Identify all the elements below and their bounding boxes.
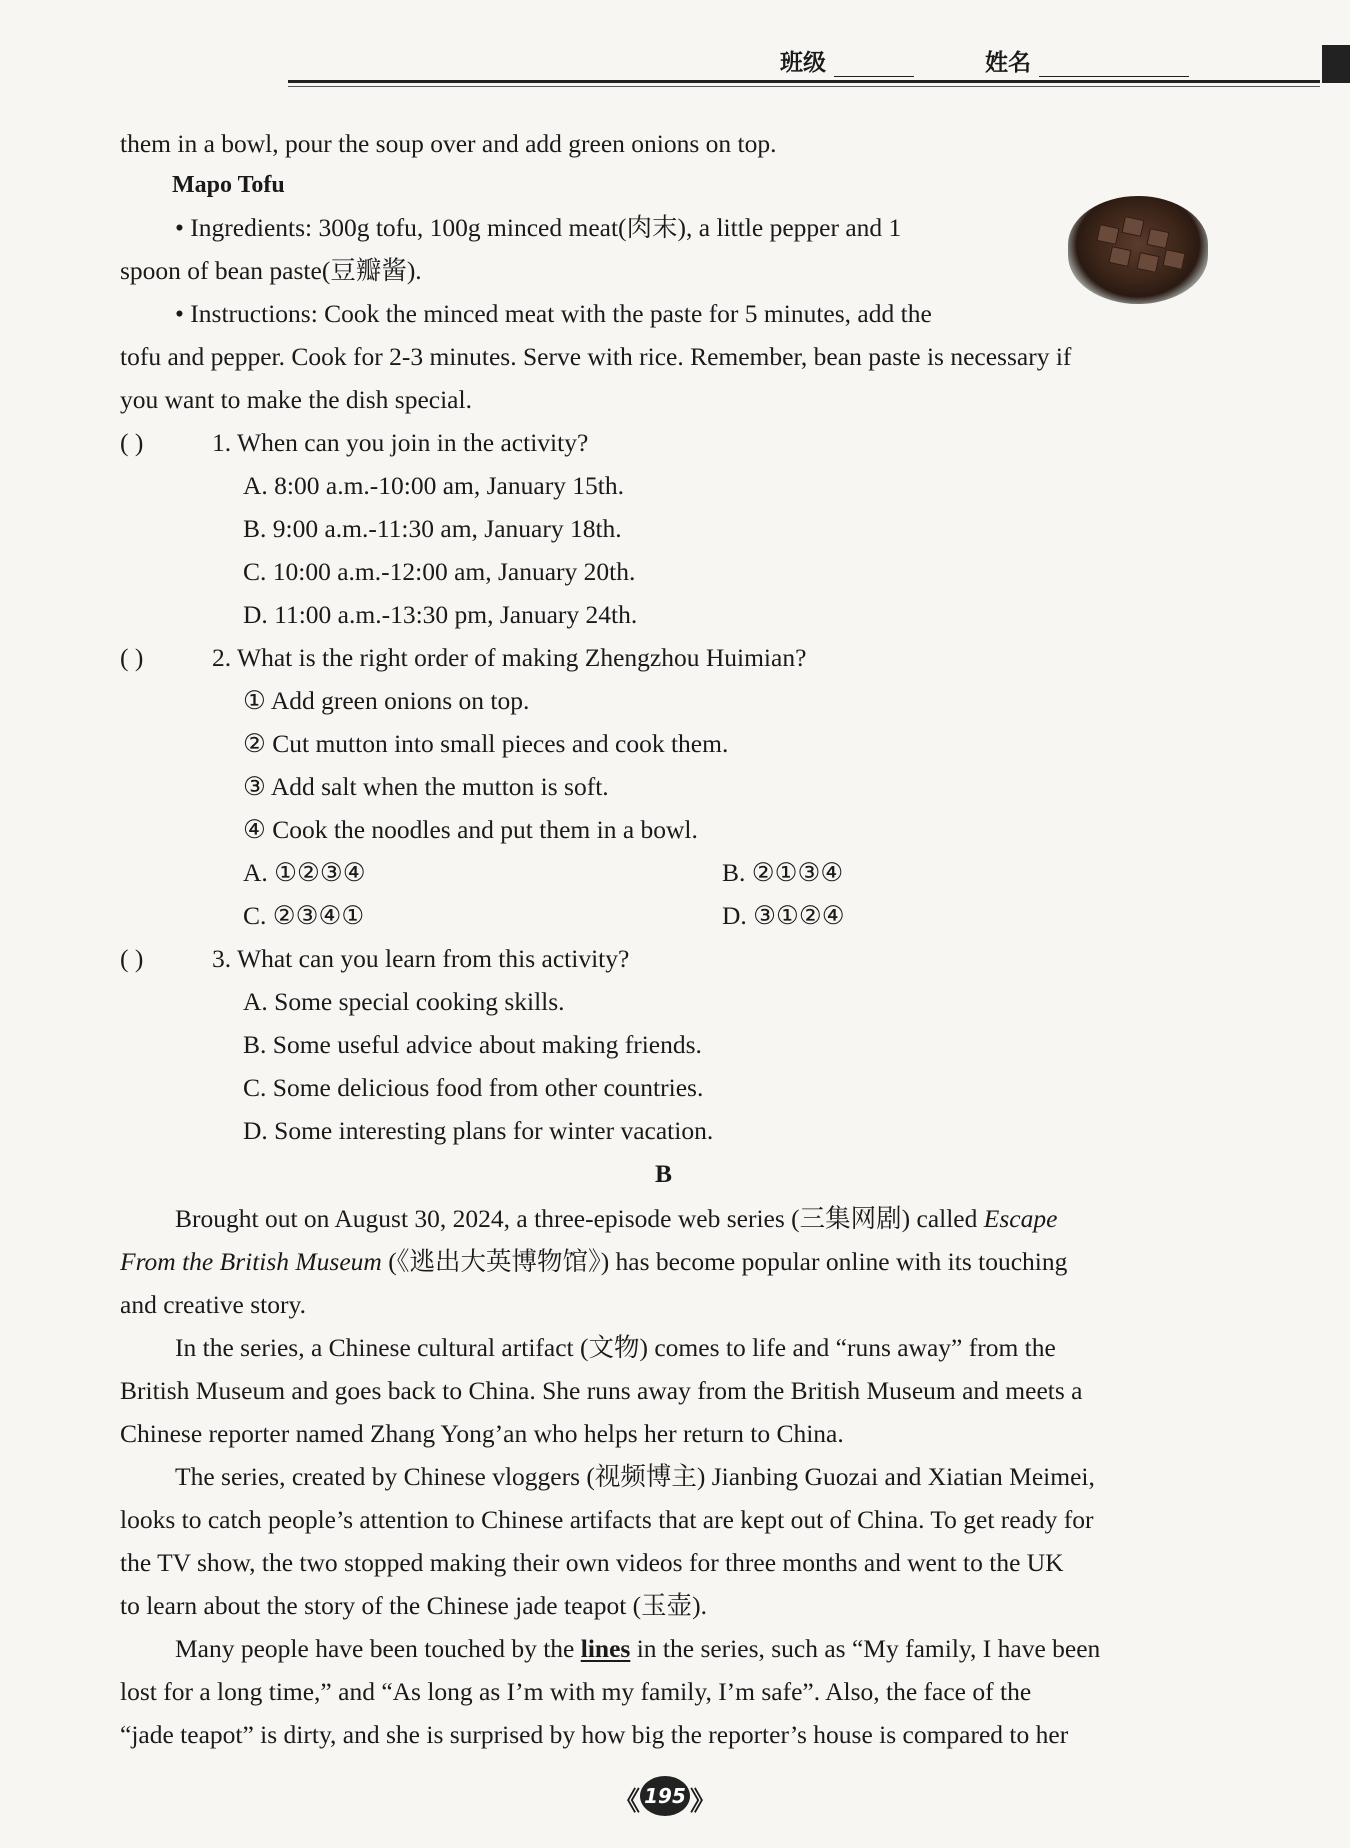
option[interactable]: B. Some useful advice about making friends. [243, 1030, 702, 1059]
class-label: 班级 [780, 50, 826, 76]
paragraph-line: lost for a long time,” and “As long as I’m with my family, I’m safe”. Also, the face of the [120, 1677, 1032, 1706]
instructions-line: • Instructions: Cook the minced meat with the paste for 5 minutes, add the [175, 299, 932, 328]
section-heading: B [655, 1159, 673, 1188]
answer-bracket[interactable]: ( ) [120, 428, 144, 457]
underlined-word-lines: lines [580, 1634, 631, 1663]
option[interactable]: B. ②①③④ [722, 858, 844, 887]
paragraph-line: and creative story. [120, 1290, 306, 1319]
mapo-tofu-photo [1068, 196, 1208, 304]
option[interactable]: B. 9:00 a.m.-11:30 am, January 18th. [243, 514, 622, 543]
paragraph-line: In the series, a Chinese cultural artifact (文物) comes to life and “runs away” from the [175, 1333, 1056, 1362]
header-rule-thin [288, 86, 1320, 87]
option[interactable]: C. Some delicious food from other countries. [243, 1073, 704, 1102]
class-blank [834, 76, 914, 77]
step-item: ③ Add salt when the mutton is soft. [243, 772, 609, 801]
answer-bracket[interactable]: ( ) [120, 944, 144, 973]
paragraph-line: to learn about the story of the Chinese jade teapot (玉壶). [120, 1591, 708, 1620]
text-line: them in a bowl, pour the soup over and add green onions on top. [120, 129, 777, 158]
header-rule [288, 80, 1320, 83]
page-number [605, 1776, 725, 1824]
paragraph-line: From the British Museum (《逃出大英博物馆》) has become popular online with its touching [120, 1247, 1068, 1276]
paragraph-line: Chinese reporter named Zhang Yong’an who helps her return to China. [120, 1419, 844, 1448]
option[interactable]: C. ②③④① [243, 901, 365, 930]
option[interactable]: D. Some interesting plans for winter vacation. [243, 1116, 714, 1145]
instructions-line: you want to make the dish special. [120, 385, 472, 414]
paragraph-line: “jade teapot” is dirty, and she is surprised by how big the reporter’s house is compared to her [120, 1720, 1069, 1749]
option[interactable]: D. 11:00 a.m.-13:30 pm, January 24th. [243, 600, 638, 629]
step-item: ① Add green onions on top. [243, 686, 530, 715]
paragraph-line: the TV show, the two stopped making their own videos for three months and went to the UK [120, 1548, 1064, 1577]
option[interactable]: A. 8:00 a.m.-10:00 am, January 15th. [243, 471, 625, 500]
paragraph-line: Many people have been touched by the lines in the series, such as “My family, I have been [175, 1634, 1101, 1663]
option[interactable]: C. 10:00 a.m.-12:00 am, January 20th. [243, 557, 636, 586]
paragraph-line: looks to catch people’s attention to Chinese artifacts that are kept out of China. To get ready for [120, 1505, 1094, 1534]
left-chevron-icon: 《 [613, 1786, 640, 1817]
mapo-tofu-title: Mapo Tofu [172, 172, 285, 198]
step-item: ② Cut mutton into small pieces and cook them. [243, 729, 729, 758]
paragraph-line: Brought out on August 30, 2024, a three-episode web series (三集网剧) called Escape [175, 1204, 1058, 1233]
paragraph-line: British Museum and goes back to China. She runs away from the British Museum and meets a [120, 1376, 1083, 1405]
page-number-badge: 195 [640, 1776, 690, 1816]
header-fields [780, 44, 1189, 77]
name-label: 姓名 [985, 50, 1032, 76]
instructions-line: tofu and pepper. Cook for 2-3 minutes. Serve with rice. Remember, bean paste is necessary if [120, 342, 1072, 371]
answer-bracket[interactable]: ( ) [120, 643, 144, 672]
ingredients-line: • Ingredients: 300g tofu, 100g minced meat(肉末), a little pepper and 1 [175, 213, 902, 242]
question-stem: 2. What is the right order of making Zhengzhou Huimian? [212, 643, 807, 672]
option[interactable]: D. ③①②④ [722, 901, 845, 930]
right-chevron-icon: 》 [690, 1786, 717, 1817]
paragraph-line: The series, created by Chinese vloggers (视频博主) Jianbing Guozai and Xiatian Meimei, [175, 1462, 1095, 1491]
header-tab [1322, 45, 1350, 83]
step-item: ④ Cook the noodles and put them in a bowl. [243, 815, 698, 844]
name-blank [1039, 76, 1189, 77]
option[interactable]: A. Some special cooking skills. [243, 987, 565, 1016]
option[interactable]: A. ①②③④ [243, 858, 366, 887]
question-stem: 1. When can you join in the activity? [212, 428, 589, 457]
question-stem: 3. What can you learn from this activity? [212, 944, 630, 973]
ingredients-line: spoon of bean paste(豆瓣酱). [120, 256, 422, 285]
